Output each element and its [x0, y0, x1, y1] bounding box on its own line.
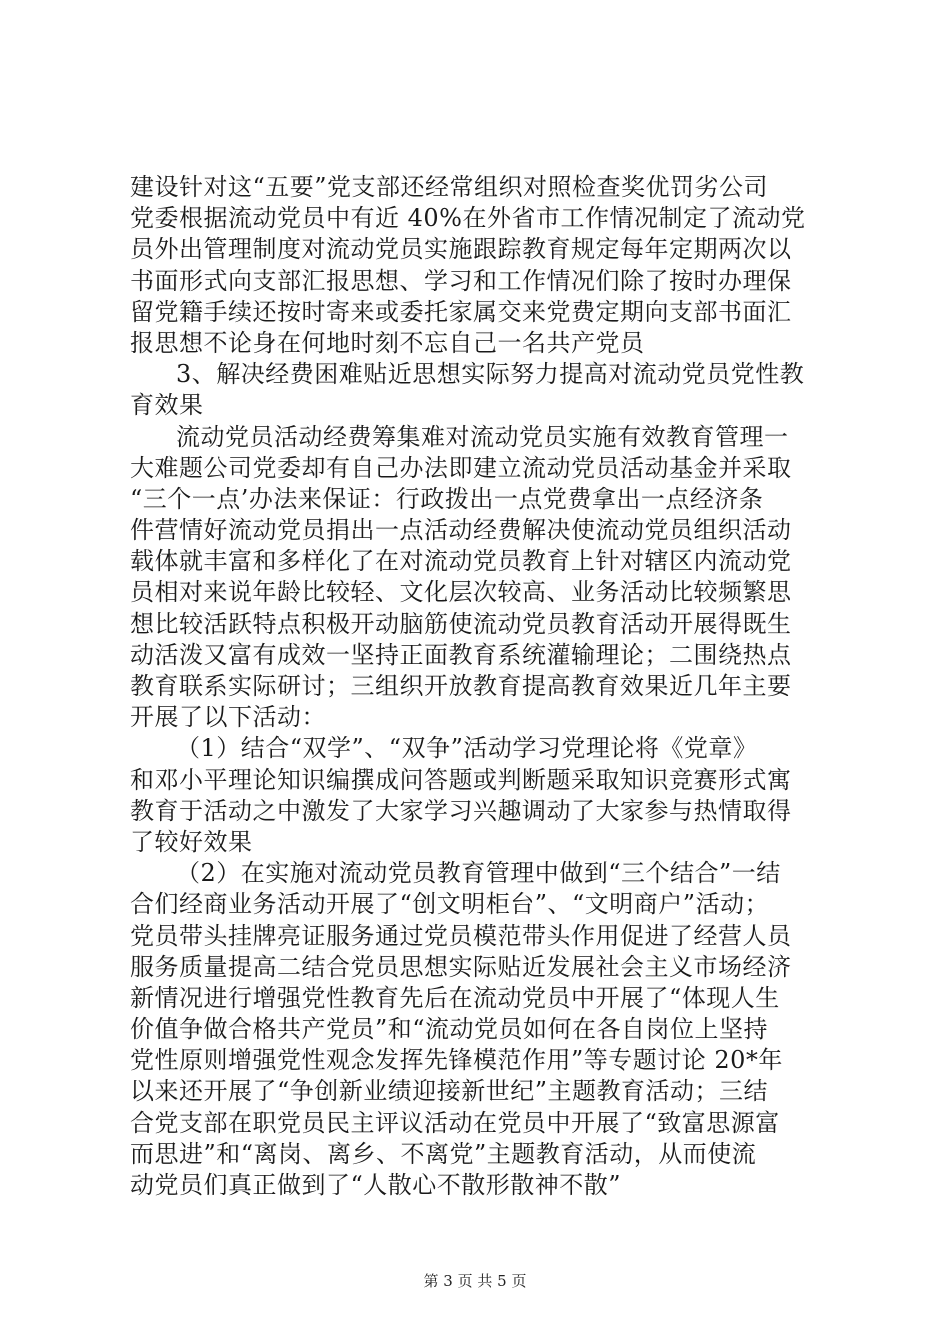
text-line: 新情况进行增强党性教育先后在流动党员中开展了“体现人生	[130, 983, 780, 1012]
text-line: 想比较活跃特点积极开动脑筋使流动党员教育活动开展得既生	[130, 609, 792, 638]
text-line: 件营情好流动党员捐出一点活动经费解决使流动党员组织活动	[130, 516, 792, 545]
text-line: 书面形式向支部汇报思想、学习和工作情况们除了按时办理保	[130, 266, 792, 295]
text-line: 大难题公司党委却有自己办法即建立流动党员活动基金并采取	[130, 453, 792, 482]
text-line: 价值争做合格共产党员”和“流动党员如何在各自岗位上坚持	[130, 1015, 769, 1044]
text-line: 留党籍手续还按时寄来或委托家属交来党费定期向支部书面汇	[130, 297, 792, 326]
text-line: 合党支部在职党员民主评议活动在党员中开展了“致富思源富	[130, 1108, 780, 1137]
text-line: 了较好效果	[130, 827, 253, 856]
text-line: 员相对来说年龄比较轻、文化层次较高、业务活动比较频繁思	[130, 578, 792, 607]
page-number-footer: 第 3 页 共 5 页	[423, 1272, 527, 1290]
text-line: “三个一点’办法来保证：行政拨出一点党费拿出一点经济条	[130, 484, 764, 513]
text-line: 教育联系实际研讨；三组织开放教育提高教育效果近几年主要	[130, 672, 792, 700]
text-line: 动党员们真正做到了“人散心不散形散神不散”	[130, 1171, 622, 1199]
text-line: 党员带头挂牌亮证服务通过党员模范带头作用促进了经营人员	[130, 921, 792, 950]
list-item-line: （2）在实施对流动党员教育管理中做到“三个结合”一结	[176, 859, 781, 888]
text-line: 流动党员活动经费筹集难对流动党员实施有效教育管理一	[176, 422, 789, 451]
section-heading-line: 育效果	[130, 391, 204, 420]
list-item-line: （1）结合“双学”、“双争”活动学习党理论将《党章》	[176, 734, 758, 763]
section-heading-line: 3、解决经费困难贴近思想实际努力提高对流动党员党性教	[176, 360, 805, 389]
document-body	[130, 172, 830, 1201]
text-line: 报思想不论身在何地时刻不忘自己一名共产党员	[130, 328, 645, 357]
text-line: 开展了以下活动：	[130, 703, 326, 732]
text-line: 载体就丰富和多样化了在对流动党员教育上针对辖区内流动党	[130, 547, 792, 576]
text-line: 服务质量提高二结合党员思想实际贴近发展社会主义市场经济	[130, 952, 792, 981]
text-line: 以来还开展了“争创新业绩迎接新世纪”主题教育活动；三结	[130, 1077, 769, 1106]
text-line: 建设针对这“五要”党支部还经常组织对照检查奖优罚劣公司	[130, 173, 769, 201]
text-line: 和邓小平理论知识编撰成问答题或判断题采取知识竞赛形式寓	[130, 765, 792, 794]
text-line: 员外出管理制度对流动党员实施跟踪教育规定每年定期两次以	[130, 235, 792, 264]
text-line: 而思进”和“离岗、离乡、不离党”主题教育活动，从而使流	[130, 1139, 757, 1168]
text-line: 党性原则增强党性观念发挥先锋模范作用”等专题讨论 20*年	[130, 1046, 783, 1075]
text-line: 动活泼又富有成效一坚持正面教育系统灌输理论；二围绕热点	[130, 640, 792, 669]
text-line: 党委根据流动党员中有近 40%在外省市工作情况制定了流动党	[130, 204, 806, 233]
text-line: 教育于活动之中激发了大家学习兴趣调动了大家参与热情取得	[130, 796, 792, 825]
text-line: 合们经商业务活动开展了“创文明柜台”、“文明商户”活动；	[130, 890, 770, 919]
